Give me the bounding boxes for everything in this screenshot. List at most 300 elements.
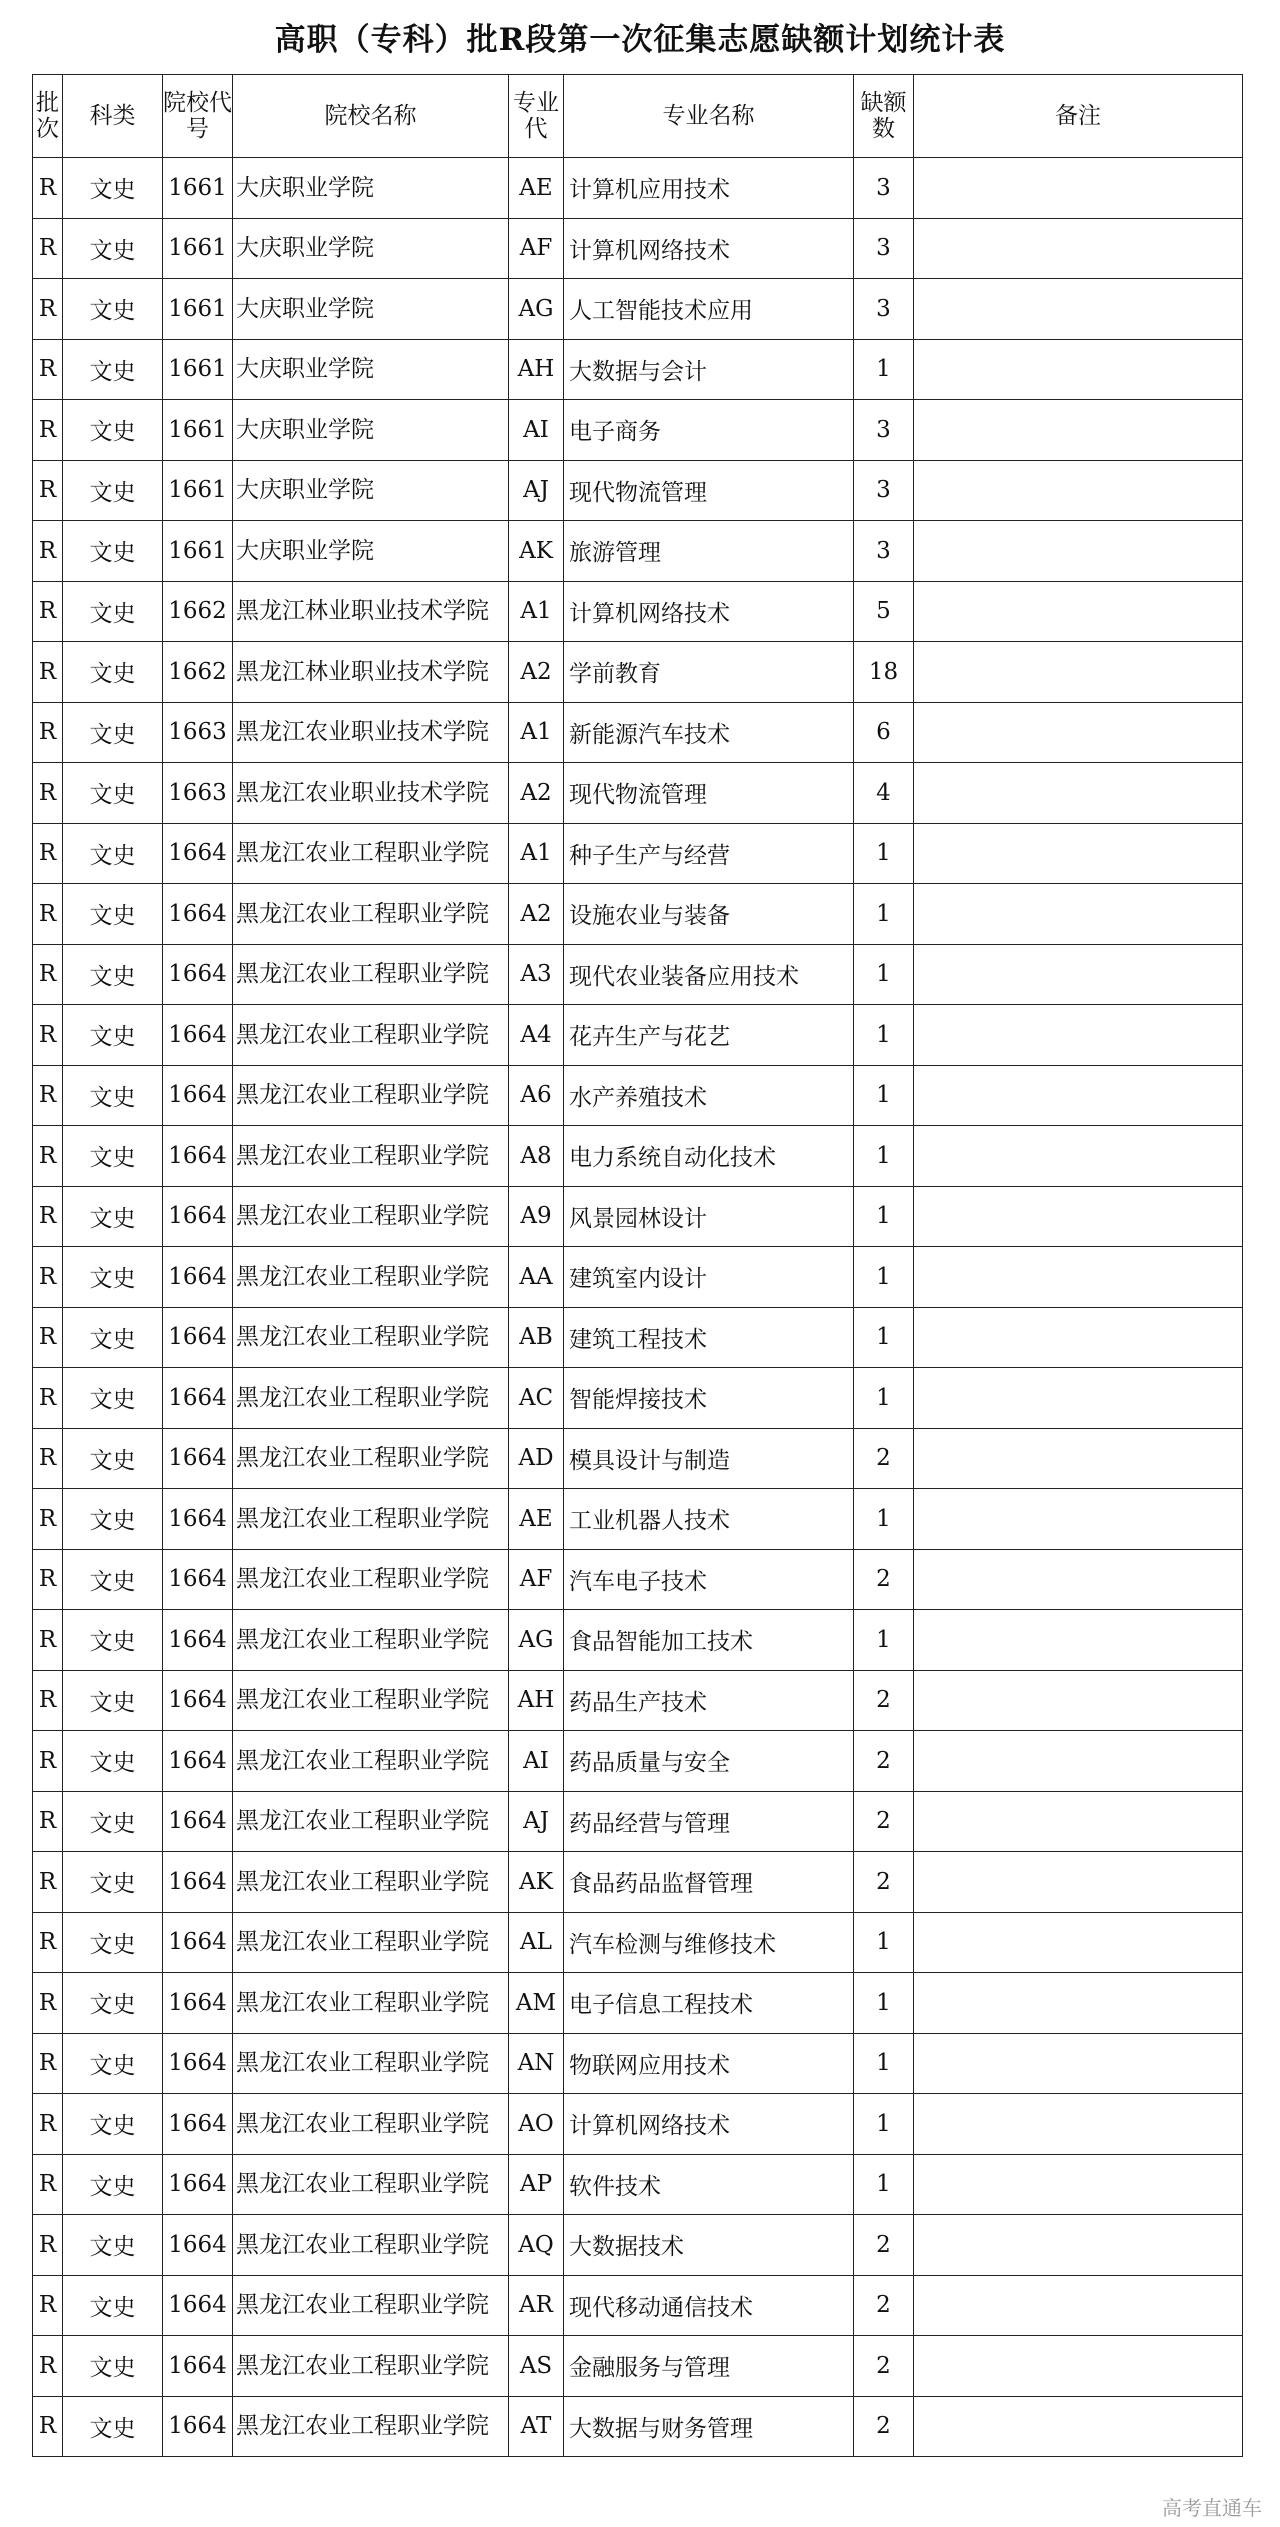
cell-major-name: 金融服务与管理 [564,2336,854,2397]
cell-note [914,2275,1243,2336]
cell-note [914,884,1243,945]
cell-school-code: 1664 [163,1307,233,1368]
table-row [33,884,1243,945]
cell-major-code: AK [509,521,564,582]
cell-school-name: 大庆职业学院 [233,279,509,340]
cell-major-name: 大数据与财务管理 [564,2396,854,2457]
cell-note [914,279,1243,340]
vacancy-table [32,74,1243,2457]
cell-vacancies: 1 [854,1307,914,1368]
cell-note [914,1973,1243,2034]
table-row [33,642,1243,703]
cell-note [914,1912,1243,1973]
table-row [33,702,1243,763]
cell-vacancies: 1 [854,884,914,945]
cell-major-name: 软件技术 [564,2154,854,2215]
cell-batch: R [33,1852,63,1913]
cell-school-code: 1661 [163,460,233,521]
cell-school-name: 黑龙江农业职业技术学院 [233,763,509,824]
cell-school-name: 黑龙江农业工程职业学院 [233,884,509,945]
cell-school-name: 大庆职业学院 [233,218,509,279]
cell-batch: R [33,2336,63,2397]
cell-major-code: AN [509,2033,564,2094]
cell-major-code: AG [509,1610,564,1671]
cell-batch: R [33,2215,63,2276]
cell-batch: R [33,279,63,340]
cell-vacancies: 1 [854,1912,914,1973]
cell-school-code: 1664 [163,1670,233,1731]
cell-school-name: 大庆职业学院 [233,460,509,521]
cell-school-code: 1664 [163,1428,233,1489]
cell-category: 文史 [63,1065,163,1126]
cell-batch: R [33,339,63,400]
cell-note [914,1731,1243,1792]
cell-vacancies: 2 [854,1852,914,1913]
cell-category: 文史 [63,1549,163,1610]
header-major-name: 专业名称 [564,75,854,158]
cell-school-code: 1661 [163,279,233,340]
cell-category: 文史 [63,158,163,219]
cell-major-name: 智能焊接技术 [564,1368,854,1429]
cell-note [914,2396,1243,2457]
cell-category: 文史 [63,1126,163,1187]
cell-school-name: 黑龙江农业工程职业学院 [233,1368,509,1429]
cell-category: 文史 [63,2275,163,2336]
cell-major-code: AG [509,279,564,340]
table-row [33,1247,1243,1308]
cell-batch: R [33,1670,63,1731]
cell-vacancies: 1 [854,823,914,884]
cell-major-name: 设施农业与装备 [564,884,854,945]
cell-major-code: A3 [509,944,564,1005]
cell-batch: R [33,642,63,703]
cell-batch: R [33,1912,63,1973]
cell-vacancies: 1 [854,2094,914,2155]
cell-major-name: 新能源汽车技术 [564,702,854,763]
cell-school-name: 黑龙江农业工程职业学院 [233,2215,509,2276]
cell-major-name: 计算机网络技术 [564,2094,854,2155]
cell-major-name: 计算机网络技术 [564,218,854,279]
cell-school-code: 1664 [163,1973,233,2034]
cell-batch: R [33,1791,63,1852]
cell-school-name: 黑龙江农业工程职业学院 [233,1973,509,2034]
cell-note [914,521,1243,582]
table-row [33,158,1243,219]
cell-batch: R [33,1065,63,1126]
cell-school-name: 大庆职业学院 [233,158,509,219]
cell-category: 文史 [63,2154,163,2215]
cell-major-name: 风景园林设计 [564,1186,854,1247]
cell-vacancies: 2 [854,2275,914,2336]
cell-note [914,1489,1243,1550]
cell-vacancies: 2 [854,1428,914,1489]
cell-major-code: A2 [509,884,564,945]
header-note: 备注 [914,75,1243,158]
cell-school-code: 1664 [163,1368,233,1429]
cell-major-code: A1 [509,702,564,763]
cell-note [914,339,1243,400]
table-row [33,944,1243,1005]
cell-major-code: AF [509,1549,564,1610]
cell-vacancies: 1 [854,1247,914,1308]
cell-school-code: 1664 [163,1791,233,1852]
cell-note [914,1610,1243,1671]
header-vacancies: 缺额数 [854,75,914,158]
cell-school-code: 1664 [163,2215,233,2276]
cell-category: 文史 [63,279,163,340]
cell-vacancies: 1 [854,944,914,1005]
cell-category: 文史 [63,218,163,279]
cell-batch: R [33,158,63,219]
cell-batch: R [33,1610,63,1671]
cell-major-code: AH [509,339,564,400]
cell-note [914,823,1243,884]
cell-batch: R [33,400,63,461]
cell-vacancies: 1 [854,1126,914,1187]
cell-vacancies: 1 [854,1368,914,1429]
cell-school-code: 1664 [163,2094,233,2155]
cell-note [914,1670,1243,1731]
cell-category: 文史 [63,1731,163,1792]
cell-school-code: 1664 [163,1731,233,1792]
cell-school-name: 黑龙江农业工程职业学院 [233,1852,509,1913]
cell-school-name: 黑龙江农业工程职业学院 [233,2094,509,2155]
page-title: 高职（专科）批R段第一次征集志愿缺额计划统计表 [274,22,1006,58]
cell-note [914,1549,1243,1610]
cell-note [914,1247,1243,1308]
cell-note [914,702,1243,763]
cell-major-code: A1 [509,823,564,884]
table-row [33,1670,1243,1731]
cell-school-name: 黑龙江农业工程职业学院 [233,2336,509,2397]
cell-major-name: 汽车电子技术 [564,1549,854,1610]
cell-major-code: AJ [509,460,564,521]
table-row [33,1731,1243,1792]
cell-major-code: AD [509,1428,564,1489]
table-row [33,1973,1243,2034]
cell-school-code: 1664 [163,823,233,884]
cell-batch: R [33,1307,63,1368]
cell-category: 文史 [63,400,163,461]
cell-school-code: 1664 [163,1005,233,1066]
table-row [33,1549,1243,1610]
cell-batch: R [33,702,63,763]
cell-category: 文史 [63,1852,163,1913]
cell-major-name: 种子生产与经营 [564,823,854,884]
cell-vacancies: 1 [854,1065,914,1126]
cell-major-code: AE [509,1489,564,1550]
cell-vacancies: 3 [854,218,914,279]
cell-vacancies: 5 [854,581,914,642]
cell-note [914,2336,1243,2397]
cell-school-name: 黑龙江农业工程职业学院 [233,1489,509,1550]
header-school-code: 院校代号 [163,75,233,158]
cell-note [914,2033,1243,2094]
table-row [33,1610,1243,1671]
cell-category: 文史 [63,1610,163,1671]
header-batch: 批次 [33,75,63,158]
cell-school-code: 1664 [163,1247,233,1308]
cell-note [914,1852,1243,1913]
cell-school-name: 黑龙江农业工程职业学院 [233,1307,509,1368]
cell-major-name: 现代物流管理 [564,763,854,824]
cell-batch: R [33,1368,63,1429]
cell-school-code: 1664 [163,1852,233,1913]
cell-category: 文史 [63,2033,163,2094]
cell-school-code: 1664 [163,1549,233,1610]
cell-batch: R [33,823,63,884]
cell-vacancies: 1 [854,1973,914,2034]
cell-note [914,1368,1243,1429]
table-row [33,1912,1243,1973]
cell-category: 文史 [63,823,163,884]
cell-major-code: A2 [509,763,564,824]
cell-vacancies: 4 [854,763,914,824]
cell-vacancies: 1 [854,1186,914,1247]
watermark: 高考直通车 [1162,2496,1262,2520]
cell-category: 文史 [63,1912,163,1973]
cell-major-code: AH [509,1670,564,1731]
cell-category: 文史 [63,2336,163,2397]
cell-category: 文史 [63,944,163,1005]
cell-batch: R [33,2154,63,2215]
cell-school-name: 黑龙江农业工程职业学院 [233,1065,509,1126]
table-row [33,2215,1243,2276]
cell-major-name: 物联网应用技术 [564,2033,854,2094]
table-row [33,1368,1243,1429]
cell-major-code: AQ [509,2215,564,2276]
cell-major-code: AI [509,1731,564,1792]
cell-school-name: 黑龙江农业工程职业学院 [233,1126,509,1187]
cell-batch: R [33,2275,63,2336]
cell-school-name: 大庆职业学院 [233,339,509,400]
cell-note [914,2094,1243,2155]
cell-note [914,944,1243,1005]
cell-note [914,1428,1243,1489]
cell-note [914,1307,1243,1368]
cell-major-code: AR [509,2275,564,2336]
cell-batch: R [33,218,63,279]
table-row [33,2336,1243,2397]
cell-note [914,642,1243,703]
cell-school-code: 1662 [163,642,233,703]
cell-major-name: 药品质量与安全 [564,1731,854,1792]
cell-category: 文史 [63,1489,163,1550]
cell-category: 文史 [63,2094,163,2155]
cell-school-name: 大庆职业学院 [233,521,509,582]
cell-category: 文史 [63,2215,163,2276]
cell-category: 文史 [63,884,163,945]
cell-school-code: 1664 [163,2396,233,2457]
cell-vacancies: 2 [854,2336,914,2397]
cell-major-name: 花卉生产与花艺 [564,1005,854,1066]
cell-batch: R [33,1731,63,1792]
cell-major-name: 旅游管理 [564,521,854,582]
table-body [33,158,1243,2457]
cell-major-code: A1 [509,581,564,642]
cell-note [914,400,1243,461]
cell-school-name: 黑龙江林业职业技术学院 [233,642,509,703]
cell-note [914,1005,1243,1066]
cell-school-name: 黑龙江农业工程职业学院 [233,944,509,1005]
cell-school-name: 黑龙江农业工程职业学院 [233,1610,509,1671]
cell-major-name: 现代物流管理 [564,460,854,521]
cell-vacancies: 2 [854,1731,914,1792]
table-row [33,763,1243,824]
cell-major-code: AO [509,2094,564,2155]
cell-major-code: A9 [509,1186,564,1247]
cell-major-code: AM [509,1973,564,2034]
cell-school-code: 1661 [163,218,233,279]
table-row [33,1005,1243,1066]
cell-major-name: 食品智能加工技术 [564,1610,854,1671]
cell-vacancies: 1 [854,1489,914,1550]
cell-category: 文史 [63,763,163,824]
cell-batch: R [33,2094,63,2155]
cell-major-name: 计算机应用技术 [564,158,854,219]
cell-school-name: 黑龙江农业工程职业学院 [233,2154,509,2215]
cell-category: 文史 [63,1307,163,1368]
cell-school-code: 1661 [163,521,233,582]
cell-school-name: 黑龙江农业工程职业学院 [233,1912,509,1973]
cell-major-code: A4 [509,1005,564,1066]
cell-note [914,763,1243,824]
cell-vacancies: 3 [854,400,914,461]
cell-vacancies: 3 [854,158,914,219]
cell-category: 文史 [63,1973,163,2034]
cell-school-name: 黑龙江林业职业技术学院 [233,581,509,642]
cell-major-name: 现代移动通信技术 [564,2275,854,2336]
table-header-row [33,75,1243,158]
cell-major-name: 汽车检测与维修技术 [564,1912,854,1973]
cell-vacancies: 1 [854,1610,914,1671]
cell-major-code: AE [509,158,564,219]
cell-major-name: 食品药品监督管理 [564,1852,854,1913]
cell-school-code: 1664 [163,944,233,1005]
cell-major-name: 人工智能技术应用 [564,279,854,340]
cell-major-name: 工业机器人技术 [564,1489,854,1550]
cell-batch: R [33,763,63,824]
cell-school-code: 1664 [163,2336,233,2397]
cell-school-name: 黑龙江农业工程职业学院 [233,1670,509,1731]
cell-major-code: AF [509,218,564,279]
table-row [33,2154,1243,2215]
cell-category: 文史 [63,1428,163,1489]
cell-vacancies: 2 [854,2215,914,2276]
cell-school-code: 1661 [163,400,233,461]
table-row [33,1126,1243,1187]
cell-school-code: 1664 [163,1065,233,1126]
cell-vacancies: 3 [854,521,914,582]
table-row [33,1065,1243,1126]
cell-major-code: AL [509,1912,564,1973]
cell-school-name: 黑龙江农业工程职业学院 [233,1549,509,1610]
cell-major-code: AB [509,1307,564,1368]
cell-school-code: 1663 [163,763,233,824]
table-row [33,2094,1243,2155]
cell-school-name: 黑龙江农业工程职业学院 [233,1791,509,1852]
table-row [33,218,1243,279]
cell-major-code: AS [509,2336,564,2397]
table-row [33,400,1243,461]
cell-category: 文史 [63,1005,163,1066]
cell-vacancies: 2 [854,2396,914,2457]
cell-batch: R [33,1489,63,1550]
cell-school-code: 1664 [163,1489,233,1550]
cell-batch: R [33,944,63,1005]
cell-school-code: 1664 [163,1610,233,1671]
cell-vacancies: 2 [854,1670,914,1731]
cell-major-name: 计算机网络技术 [564,581,854,642]
cell-note [914,218,1243,279]
table-row [33,823,1243,884]
cell-school-name: 黑龙江农业工程职业学院 [233,1005,509,1066]
cell-major-name: 学前教育 [564,642,854,703]
cell-school-code: 1664 [163,2275,233,2336]
cell-school-name: 黑龙江农业工程职业学院 [233,823,509,884]
table-row [33,1791,1243,1852]
cell-school-code: 1664 [163,2154,233,2215]
cell-note [914,581,1243,642]
cell-batch: R [33,1126,63,1187]
table-row [33,1489,1243,1550]
cell-note [914,1126,1243,1187]
cell-category: 文史 [63,460,163,521]
cell-vacancies: 3 [854,460,914,521]
cell-vacancies: 1 [854,1005,914,1066]
cell-major-code: AJ [509,1791,564,1852]
cell-major-name: 建筑工程技术 [564,1307,854,1368]
cell-major-code: AK [509,1852,564,1913]
cell-batch: R [33,1973,63,2034]
cell-batch: R [33,2396,63,2457]
cell-category: 文史 [63,1247,163,1308]
cell-school-code: 1663 [163,702,233,763]
cell-category: 文史 [63,1368,163,1429]
cell-category: 文史 [63,642,163,703]
cell-school-name: 黑龙江农业工程职业学院 [233,2396,509,2457]
cell-major-name: 现代农业装备应用技术 [564,944,854,1005]
cell-major-name: 药品生产技术 [564,1670,854,1731]
cell-major-name: 电子商务 [564,400,854,461]
cell-batch: R [33,1549,63,1610]
cell-school-name: 黑龙江农业工程职业学院 [233,1428,509,1489]
table-row [33,2033,1243,2094]
cell-major-code: AI [509,400,564,461]
cell-major-name: 大数据技术 [564,2215,854,2276]
cell-vacancies: 1 [854,2033,914,2094]
cell-note [914,1791,1243,1852]
table-row [33,2275,1243,2336]
table-row [33,1852,1243,1913]
table-row [33,279,1243,340]
cell-category: 文史 [63,339,163,400]
cell-school-name: 大庆职业学院 [233,400,509,461]
cell-school-code: 1664 [163,2033,233,2094]
cell-school-code: 1661 [163,158,233,219]
cell-school-code: 1664 [163,1186,233,1247]
cell-note [914,2215,1243,2276]
cell-major-name: 模具设计与制造 [564,1428,854,1489]
cell-category: 文史 [63,2396,163,2457]
cell-major-code: AC [509,1368,564,1429]
table-row [33,1186,1243,1247]
table-row [33,581,1243,642]
cell-note [914,1186,1243,1247]
table-row [33,339,1243,400]
cell-batch: R [33,581,63,642]
cell-vacancies: 3 [854,279,914,340]
